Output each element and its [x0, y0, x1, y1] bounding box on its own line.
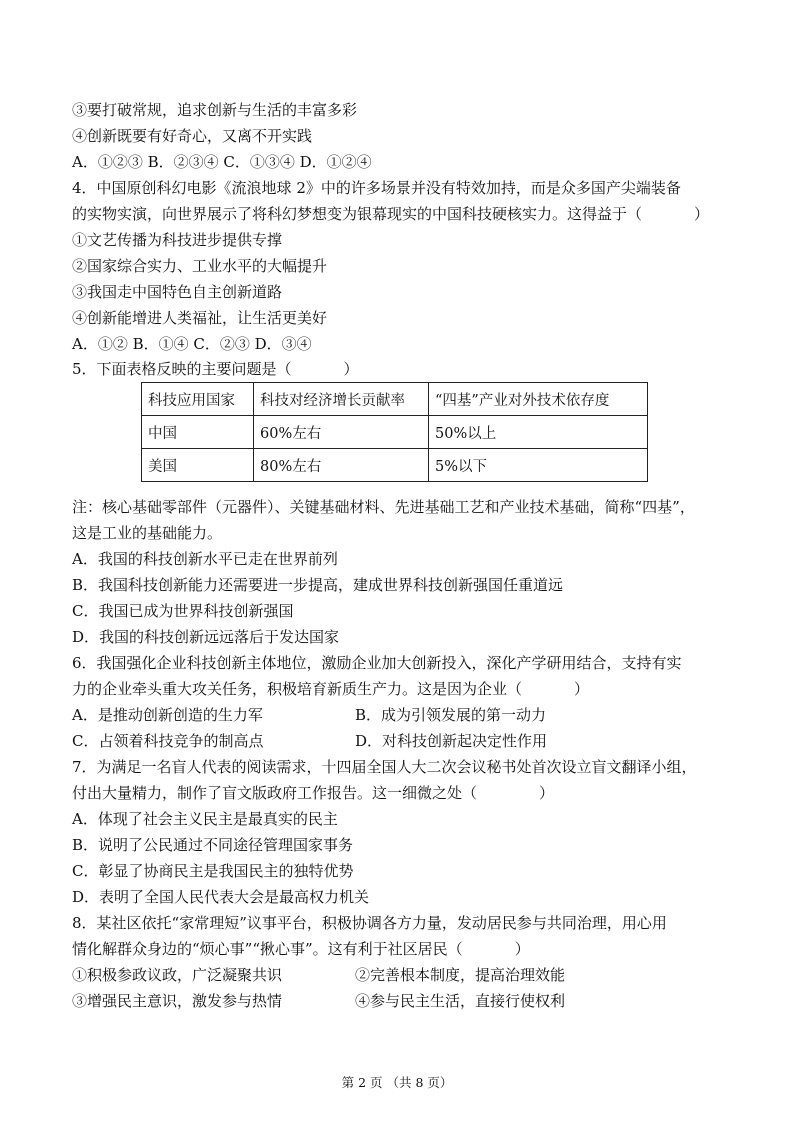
table-cell: 5%以下: [429, 449, 648, 482]
page-footer: 第 2 页 （共 8 页）: [341, 1075, 453, 1090]
q4-option-4: ④创新能增进人类福祉，让生活更美好: [72, 309, 328, 327]
table-cell: 50%以上: [429, 416, 648, 449]
q7-option-b: B．说明了公民通过不同途径管理国家事务: [72, 836, 354, 854]
q5-option-a: A．我国的科技创新水平已走在世界前列: [72, 550, 338, 568]
q5-option-b: B．我国科技创新能力还需要进一步提高，建成世界科技创新强国任重道远: [72, 576, 564, 594]
q5-note-line1: 注：核心基础零部件（元器件）、关键基础材料、先进基础工艺和产业技术基础，简称“四基”，: [72, 498, 695, 516]
table-header-cell: 科技对经济增长贡献率: [254, 383, 429, 416]
q4-option-3: ③我国走中国特色自主创新道路: [72, 283, 283, 301]
q6-options-row2: [72, 731, 548, 751]
q5-note-line2: 这是工业的基础能力。: [72, 524, 223, 542]
q8-option-3: ③增强民主意识，激发参与热情: [72, 992, 283, 1010]
q8-options-row2: [72, 991, 566, 1011]
q8-option-1: ①积极参政议政，广泛凝聚共识: [72, 966, 283, 984]
q4-stem-line1: 4．中国原创科幻电影《流浪地球 2》中的许多场景并没有特效加持，而是众多国产尖端装备: [72, 179, 681, 197]
q7-option-a: A．体现了社会主义民主是最真实的民主: [72, 810, 338, 828]
q6-stem-line1: 6．我国强化企业科技创新主体地位，激励企业加大创新投入，深化产学研用结合，支持有实: [72, 654, 682, 672]
q4-stem-line2: 的实物实演，向世界展示了将科幻梦想变为银幕现实的中国科技硬核实力。这得益于（ ）: [72, 205, 710, 223]
q3-option-4: ④创新既要有好奇心，又离不开实践: [72, 127, 313, 145]
table-header-cell: “四基”产业对外技术依存度: [429, 383, 648, 416]
table-row: [142, 416, 648, 449]
q7-option-d: D．表明了全国人民代表大会是最高权力机关: [72, 888, 370, 906]
q3-choices: A．①②③ B．②③④ C．①③④ D．①②④: [72, 153, 372, 171]
q5-option-d: D．我国的科技创新远远落后于发达国家: [72, 628, 340, 646]
table-header-row: [142, 383, 648, 416]
q6-option-b: B．成为引领发展的第一动力: [355, 706, 547, 724]
q6-options-row1: [72, 705, 547, 725]
q4-choices: A．①② B．①④ C．②③ D．③④: [72, 335, 312, 353]
q6-option-c: C．占领着科技竞争的制高点: [72, 732, 264, 750]
table-row: [142, 449, 648, 482]
q3-option-3: ③要打破常规，追求创新与生活的丰富多彩: [72, 101, 358, 119]
q5-stem: 5．下面表格反映的主要问题是（ ）: [72, 360, 359, 378]
table-cell: 美国: [142, 449, 254, 482]
q6-option-d: D．对科技创新起决定性作用: [355, 732, 548, 750]
table-cell: 60%左右: [254, 416, 429, 449]
q8-options-row1: [72, 965, 566, 985]
q6-option-a: A．是推动创新创造的生力军: [72, 706, 263, 724]
q6-stem-line2: 力的企业牵头重大攻关任务，积极培育新质生产力。这是因为企业（ ）: [72, 680, 590, 698]
q7-stem-line1: 7．为满足一名盲人代表的阅读需求，十四届全国人大二次会议秘书处首次设立盲文翻译小组，: [72, 758, 697, 776]
q5-option-c: C．我国已成为世界科技创新强国: [72, 602, 294, 620]
table-header-cell: 科技应用国家: [142, 383, 254, 416]
q5-data-table: [141, 382, 648, 482]
q8-stem-line2: 情化解群众身边的“烦心事”“揪心事”。这有利于社区居民（ ）: [72, 940, 530, 958]
q4-option-2: ②国家综合实力、工业水平的大幅提升: [72, 257, 328, 275]
q7-option-c: C．彰显了协商民主是我国民主的独特优势: [72, 862, 354, 880]
table-cell: 中国: [142, 416, 254, 449]
q7-stem-line2: 付出大量精力，制作了盲文版政府工作报告。这一细微之处（ ）: [72, 784, 555, 802]
q8-option-2: ②完善根本制度，提高治理效能: [355, 966, 566, 984]
table-cell: 80%左右: [254, 449, 429, 482]
q8-stem-line1: 8．某社区依托“家常理短”议事平台，积极协调各方力量，发动居民参与共同治理，用心用: [72, 914, 667, 932]
q4-option-1: ①文艺传播为科技进步提供专撑: [72, 231, 283, 249]
q8-option-4: ④参与民主生活，直接行使权利: [355, 992, 566, 1010]
